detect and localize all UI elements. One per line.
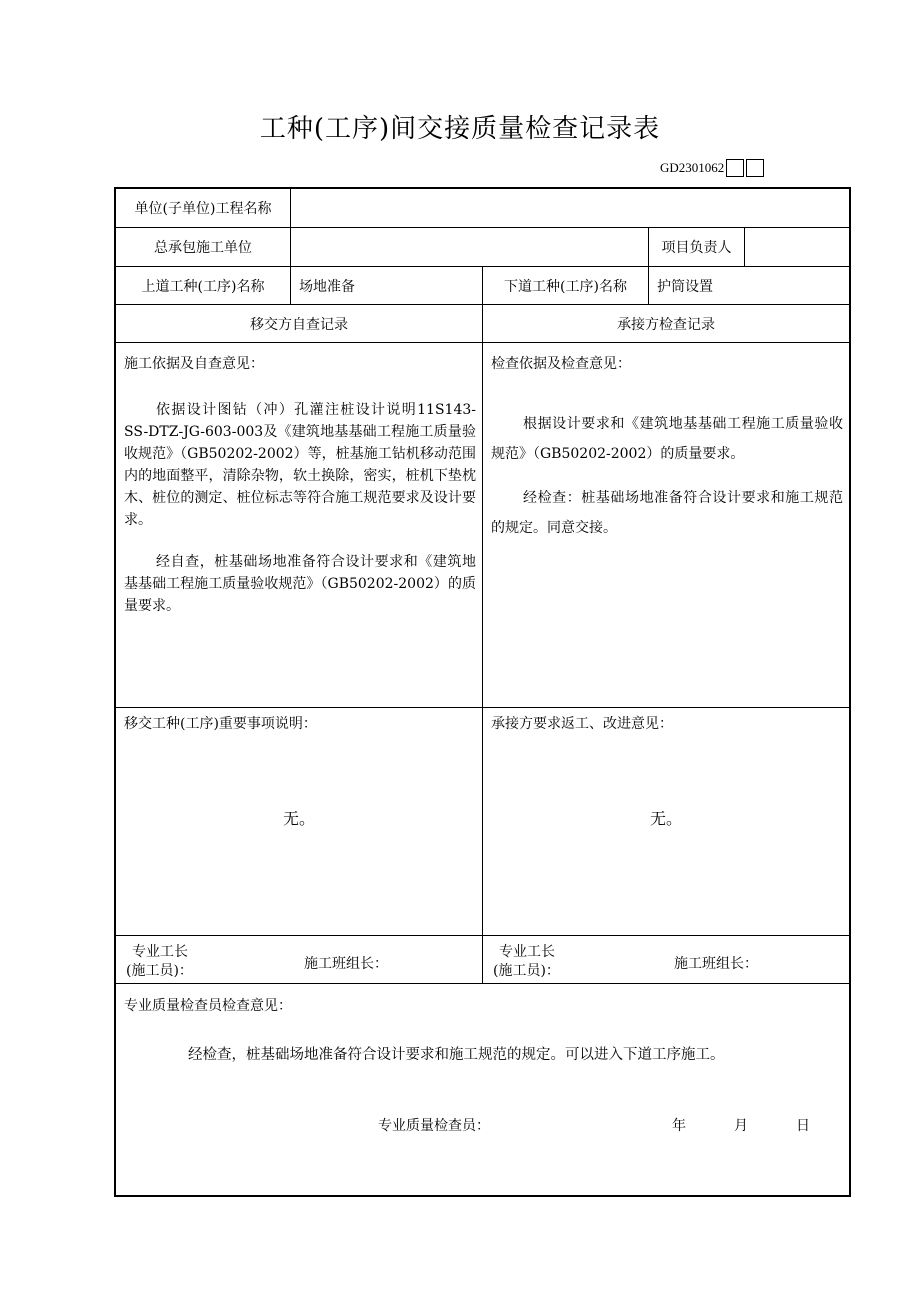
left-notes-value: 无。 — [282, 808, 315, 828]
form-code-text: GD2301062 — [660, 160, 725, 175]
left-record-heading: 施工依据及自查意见： — [124, 356, 264, 372]
right-notes-heading: 承接方要求返工、改进意见： — [491, 716, 673, 732]
right-record-para2: 经检查：桩基础场地准备符合设计要求和施工规范的规定。同意交接。 — [491, 490, 843, 536]
project-manager-label: 项目负责人 — [661, 240, 732, 256]
left-record-para2: 经自查，桩基础场地准备符合设计要求和《建筑地基基础工程施工质量验收规范》（GB50202-2002）的质量要求。 — [124, 554, 476, 614]
project-manager-field[interactable] — [745, 228, 849, 266]
left-foreman-line1: 专业工长 — [132, 944, 188, 960]
prev-process-field[interactable]: 场地准备 — [299, 278, 355, 295]
left-team-leader-sign[interactable]: 施工班组长： — [304, 956, 388, 972]
next-process-label: 下道工种(工序)名称 — [504, 278, 627, 295]
form-code-box-2[interactable] — [746, 159, 764, 177]
right-foreman-sign[interactable] — [493, 943, 583, 981]
form-code-box-1[interactable] — [726, 159, 744, 177]
record-table — [114, 187, 851, 1197]
unit-name-label: 单位(子单位)工程名称 — [134, 201, 272, 217]
left-notes-heading: 移交工种(工序)重要事项说明： — [124, 716, 317, 732]
inspector-opinion: 经检查，桩基础场地准备符合设计要求和施工规范的规定。可以进入下道工序施工。 — [188, 1047, 725, 1063]
contractor-field[interactable] — [291, 228, 648, 266]
right-foreman-line1: 专业工长 — [499, 944, 555, 960]
left-foreman-sign[interactable] — [126, 943, 216, 981]
date-month: 月 — [734, 1118, 748, 1134]
next-process-field[interactable]: 护筒设置 — [657, 278, 713, 295]
right-foreman-line2: (施工员)： — [493, 963, 560, 979]
contractor-label: 总承包施工单位 — [154, 240, 252, 256]
right-team-leader-sign[interactable]: 施工班组长： — [674, 956, 758, 972]
right-notes-value: 无。 — [649, 808, 682, 828]
date-year: 年 — [672, 1118, 686, 1134]
receiver-check-header: 承接方检查记录 — [617, 316, 715, 333]
right-record-para1: 根据设计要求和《建筑地基基础工程施工质量验收规范》（GB50202-2002）的质量要求。 — [491, 416, 843, 462]
inspector-heading: 专业质量检查员检查意见： — [124, 998, 292, 1014]
left-record-para1: 依据设计图钻（冲）孔灌注桩设计说明11S143-SS-DTZ-JG-603-003及《建筑地基基础工程施工质量验收规范》（GB50202-2002）等，桩基施工钻机移动范围内的地面整平，清除杂物，软土换除，密实，桩机下垫枕木、桩位的测定、桩位标志等符合施工规范要求及设计要求。 — [124, 402, 476, 528]
form-code — [660, 158, 805, 178]
unit-name-field[interactable] — [291, 189, 849, 227]
left-foreman-line2: (施工员)： — [126, 963, 193, 979]
prev-process-label: 上道工种(工序)名称 — [141, 278, 265, 295]
date-day: 日 — [796, 1118, 810, 1134]
page-title: 工种(工序)间交接质量检查记录表 — [259, 114, 661, 144]
handover-self-check-header: 移交方自查记录 — [250, 316, 348, 333]
inspector-sign-label[interactable]: 专业质量检查员： — [378, 1118, 490, 1134]
right-record-heading: 检查依据及检查意见： — [491, 356, 631, 372]
